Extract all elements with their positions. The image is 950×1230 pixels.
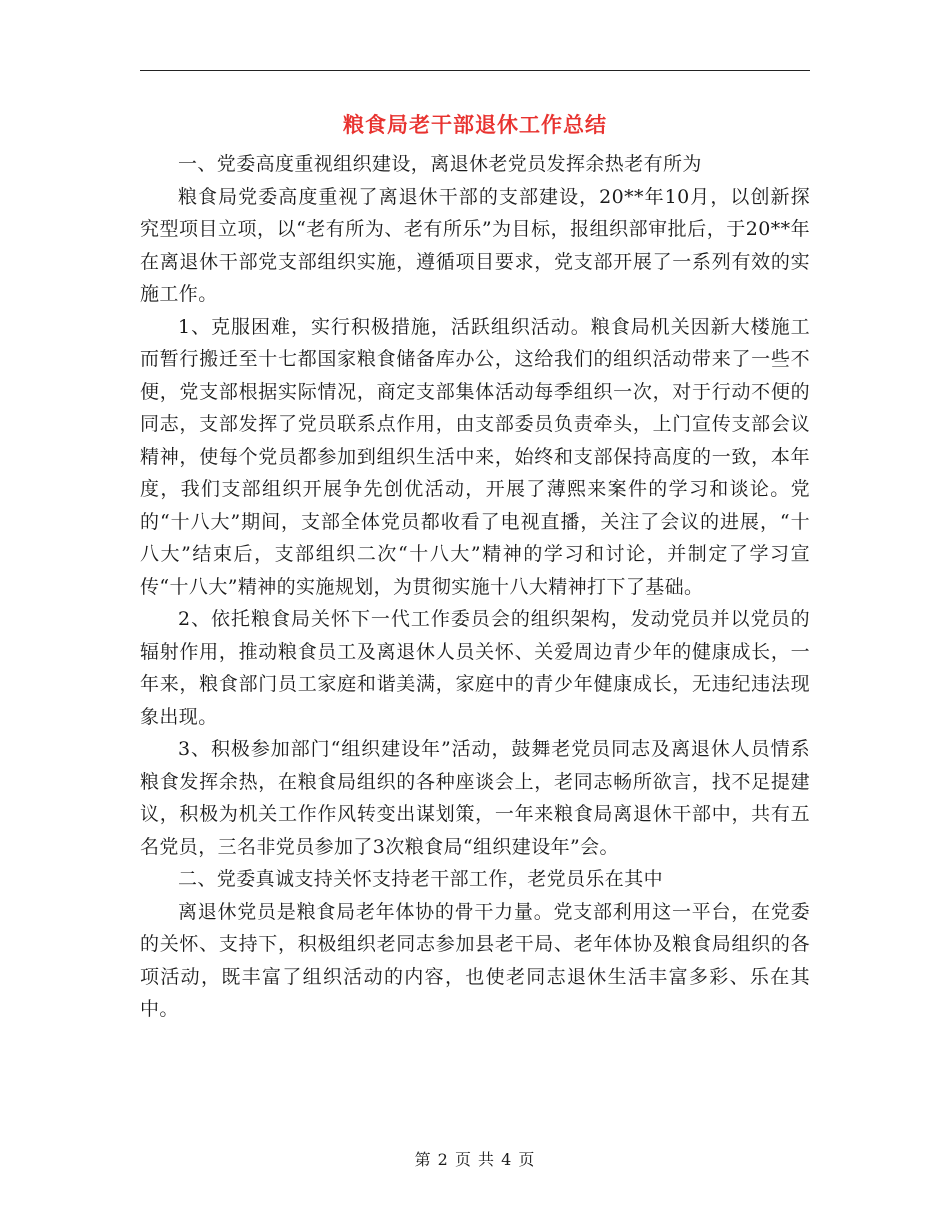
paragraph-5: 离退休党员是粮食局老年体协的骨干力量。党支部利用这一平台，在党委的关怀、支持下，积极组织老同志参加县老干局、老年体协及粮食局组织的各项活动，既丰富了组织活动的内容，也使老同志退休生活丰富多彩、乐在其中。 xyxy=(140,900,810,1020)
header-rule xyxy=(140,70,810,71)
page-number-footer: 第 2 页 共 4 页 xyxy=(414,1150,536,1169)
section-heading-1: 一、党委高度重视组织建设，离退休老党员发挥余热老有所为 xyxy=(178,153,702,175)
document-title: 粮食局老干部退休工作总结 xyxy=(343,112,607,137)
paragraph-4: 3、积极参加部门“组织建设年”活动，鼓舞老党员同志及离退休人员情系粮食发挥余热，在粮食局组织的各种座谈会上，老同志畅所欲言，找不足提建议，积极为机关工作作风转变出谋划策，一年来粮食局离退休干部中，共有五名党员，三名非党员参加了3次粮食局“组织建设年”会。 xyxy=(140,738,810,858)
document-body xyxy=(140,148,810,1026)
paragraph-1: 粮食局党委高度重视了离退休干部的支部建设，20**年10月，以创新探究型项目立项，以“老有所为、老有所乐”为目标，报组织部审批后，于20**年在离退休干部党支部组织实施，遵循项目要求，党支部开展了一系列有效的实施工作。 xyxy=(140,185,810,305)
paragraph-2: 1、克服困难，实行积极措施，活跃组织活动。粮食局机关因新大楼施工而暂行搬迁至十七都国家粮食储备库办公，这给我们的组织活动带来了一些不便，党支部根据实际情况，商定支部集体活动每季组织一次，对于行动不便的同志，支部发挥了党员联系点作用，由支部委员负责牵头，上门宣传支部会议精神，使每个党员都参加到组织生活中来，始终和支部保持高度的一致，本年度，我们支部组织开展争先创优活动，开展了薄熙来案件的学习和谈论。党的“十八大”期间，支部全体党员都收看了电视直播，关注了会议的进展，“十八大”结束后，支部组织二次“十八大”精神的学习和讨论，并制定了学习宣传“十八大”精神的实施规划，为贯彻实施十八大精神打下了基础。 xyxy=(140,315,810,598)
section-heading-2: 二、党委真诚支持关怀支持老干部工作，老党员乐在其中 xyxy=(178,868,664,890)
paragraph-3: 2、依托粮食局关怀下一代工作委员会的组织架构，发动党员并以党员的辐射作用，推动粮食员工及离退休人员关怀、关爱周边青少年的健康成长，一年来，粮食部门员工家庭和谐美满，家庭中的青少年健康成长，无违纪违法现象出现。 xyxy=(140,608,810,728)
